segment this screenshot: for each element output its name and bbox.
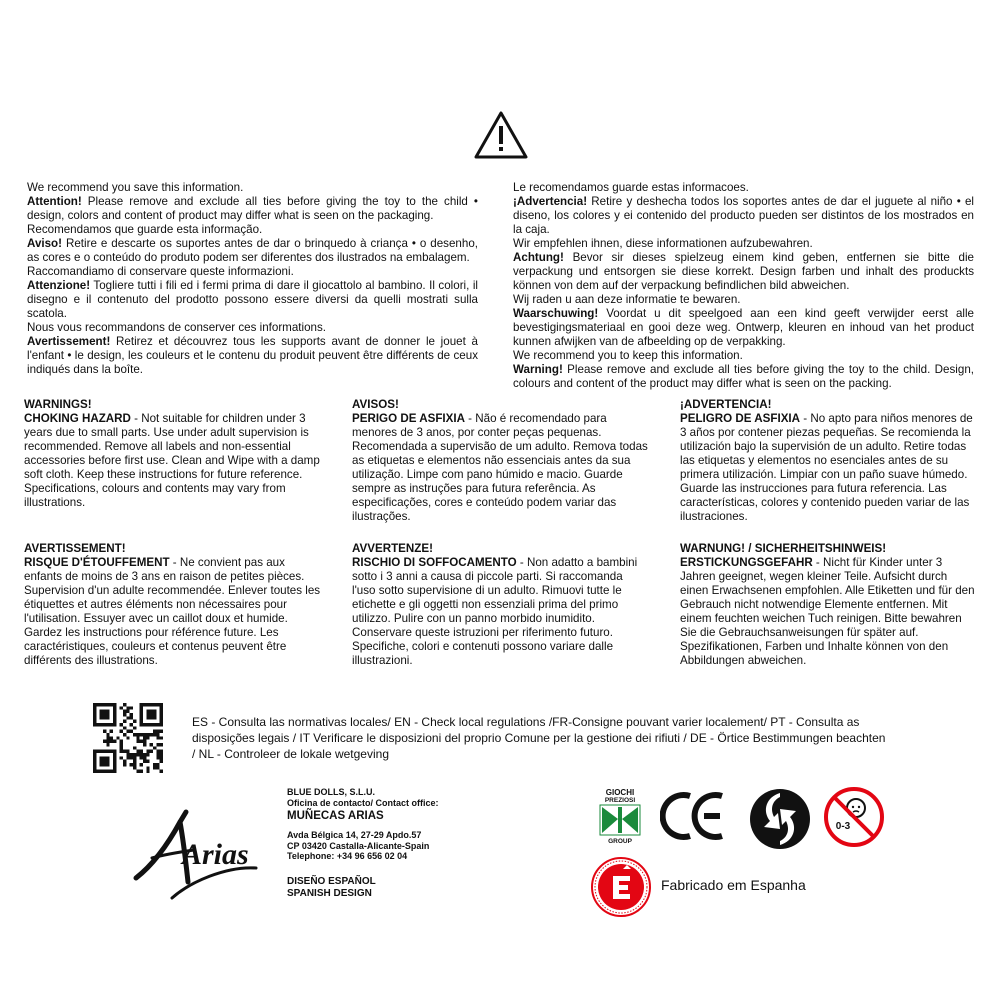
hazard-title: PERIGO DE ASFIXIA <box>352 412 465 425</box>
info-heading: Aviso! <box>27 237 63 250</box>
info-paragraph <box>513 307 974 349</box>
made-in-spain-text: Fabricado em Espanha <box>661 877 806 893</box>
info-paragraph <box>513 349 974 363</box>
info-paragraph <box>513 181 974 195</box>
info-heading: Achtung! <box>513 251 564 264</box>
warning-body: - Non adatto a bambini sotto i 3 anni a causa di piccole parti. Si raccomanda l'uso sotto supervisione di un adulto. Rimuovi tutte le etichette e gli oggetti non essenziali prima del primo utilizzo. Pulire con un panno morbido inumidito. Conservare queste istruzioni per riferimento futuro. Specifiche, colori e contenuti possono variare dalle illustrazioni. <box>352 556 638 667</box>
info-text: Retirez et découvrez tous les supports avant de donner le jouet à l'enfant • le design, les couleurs et le contenu du produit peuvent être différents de ceux indiqués dans la boîte. <box>27 335 478 376</box>
info-paragraph <box>27 237 478 265</box>
design-origin: SPANISH DESIGN <box>287 887 372 899</box>
info-paragraph <box>513 293 974 307</box>
warning-title: AVVERTENZE! <box>352 542 433 555</box>
warning-body: - Nicht für Kinder unter 3 Jahren geeignet, wegen kleiner Teile. Aufsicht durch einen Erwachsenen empfohlen. Alle Etiketten und für den Gebrauch nicht notwendige Elemente entfernen. Mit einem feuchten weichen Tuch reinigen. Bitte bewahren Sie die Gebrauchsanweisungen für später auf. Spezifikationen, Farben und Inhalte können von den Abbildungen abweichen. <box>680 556 975 667</box>
hazard-title: CHOKING HAZARD <box>24 412 131 425</box>
info-paragraph <box>513 363 974 391</box>
info-paragraph <box>27 321 478 335</box>
green-dot-recycle-icon <box>748 787 812 851</box>
preziosi-text: PREZIOSI <box>604 797 636 804</box>
warning-fr <box>24 542 324 668</box>
info-text: Wir empfehlen ihnen, diese informationen aufzubewahren. <box>513 237 813 250</box>
giochi-preziosi-group-logo <box>598 787 642 845</box>
disposal-regulations: ES - Consulta las normativas locales/ EN - Check local regulations /FR-Consigne pouvant varier localement/ PT - Consulta as disposições legais / IT Verificare le disposizioni del proprio Comune per la gestione dei rifiuti / DE - Örtice Bestimmungen beachten / NL - Controleer de lokale wetgeving <box>192 715 886 761</box>
info-text: Wij raden u aan deze informatie te bewaren. <box>513 293 741 306</box>
info-paragraph <box>27 195 478 223</box>
info-paragraph <box>27 335 478 377</box>
arias-logo <box>130 808 262 900</box>
info-heading: Avertissement! <box>27 335 111 348</box>
company-info <box>287 787 487 900</box>
info-text: Le recomendamos guarde estas informacoes. <box>513 181 749 194</box>
company-name: MUÑECAS ARIAS <box>287 810 384 822</box>
ce-mark <box>660 790 726 842</box>
warning-title: AVISOS! <box>352 398 399 411</box>
warning-body: - Não é recomendado para menores de 3 anos, por conter peças pequenas. Recomendada a supervisão de um adulto. Remova todas as etiquetas e elementos não essenciais antes da sua utilização. Limpe com pano húmido e macio. Guarde sempre as instruções para futura referência. As especificações, cores e conteúdo podem variar das ilustrações. <box>352 412 648 523</box>
info-text: We recommend you save this information. <box>27 181 244 194</box>
info-text: We recommend you to keep this information. <box>513 349 743 362</box>
info-text: Togliere tutti i fili ed i fermi prima di dare il giocattolo al bambino. Il colori, il disegno e il contenuto del prodotto possono essere diversi da quelli mostrati sulla scatola. <box>27 279 478 320</box>
info-heading: ¡Advertencia! <box>513 195 588 208</box>
hazard-title: RISCHIO DI SOFFOCAMENTO <box>352 556 517 569</box>
info-paragraph <box>27 223 478 237</box>
contact-office-label: Oficina de contacto/ Contact office: <box>287 797 439 808</box>
info-text: Recomendamos que guarde esta informação. <box>27 223 263 236</box>
qr-code <box>93 703 163 773</box>
company-legal-name: BLUE DOLLS, S.L.U. <box>287 787 376 797</box>
info-paragraph <box>513 237 974 251</box>
info-heading: Warning! <box>513 363 563 376</box>
warning-pt <box>352 398 648 524</box>
age-label: 0-3 <box>835 821 851 832</box>
care-info-left <box>27 181 478 377</box>
warning-it <box>352 542 648 668</box>
address-line: CP 03420 Castalla-Alicante-Spain <box>287 840 430 851</box>
info-paragraph <box>27 181 478 195</box>
info-text: Voordat u dit speelgoed aan een kind geeft verwijder eerst alle bevestigingsmateriaal en gooi deze weg. Ontwerp, kleuren en inhoud van het product kunnen afwijken van de afbeelding op de verpakking. <box>513 307 974 348</box>
giochi-text: GIOCHI <box>605 788 635 797</box>
info-heading: Waarschuwing! <box>513 307 599 320</box>
warning-triangle-icon <box>473 110 529 160</box>
hazard-title: PELIGRO DE ASFIXIA <box>680 412 801 425</box>
info-paragraph <box>513 195 974 237</box>
fabricado-espana-seal <box>590 856 652 918</box>
hazard-title: RISQUE D'ÉTOUFFEMENT <box>24 556 170 569</box>
warning-title: ¡ADVERTENCIA! <box>680 398 772 411</box>
warning-es <box>680 398 976 524</box>
age-0-3-prohibited-icon <box>823 786 885 848</box>
care-info-right <box>513 181 974 391</box>
warning-title: AVERTISSEMENT! <box>24 542 126 555</box>
warning-body: - No apto para niños menores de 3 años por contener piezas pequeñas. Se recomienda la utilización bajo la supervisión de un adulto. Retire todas las etiquetas y elementos no esenciales antes de su primera utilización. Limpiar con un paño suave húmedo. Guarde las instrucciones para futura referencia. Las características, colores y contenido pueden variar de las ilustraciones. <box>680 412 973 523</box>
info-text: Please remove and exclude all ties before giving the toy to the child. Design, colours and content of the product may differ what is seen on the packing. <box>513 363 974 390</box>
info-text: Retire y deshecha todos los soportes antes de dar el juguete al niño • el diseno, los colores y ei contenido del producto pueden ser distintos de los mostrados en la caja. <box>513 195 974 236</box>
brand-wordmark: Arias <box>182 838 249 871</box>
info-paragraph <box>27 279 478 321</box>
info-text: Please remove and exclude all ties before giving the toy to the child • design, colors and content of product may differ what is seen on the packaging. <box>27 195 478 222</box>
hazard-title: ERSTICKUNGSGEFAHR <box>680 556 813 569</box>
address-line: Avda Bélgica 14, 27-29 Apdo.57 <box>287 830 422 840</box>
info-heading: Attention! <box>27 195 82 208</box>
phone: Telephone: +34 96 656 02 04 <box>287 851 408 861</box>
info-paragraph <box>27 265 478 279</box>
group-text: GROUP <box>608 838 632 845</box>
info-paragraph <box>513 251 974 293</box>
design-origin: DISEÑO ESPAÑOL <box>287 875 376 887</box>
warning-title: WARNINGS! <box>24 398 92 411</box>
warning-de <box>680 542 976 668</box>
info-text: Nous vous recommandons de conserver ces informations. <box>27 321 326 334</box>
info-text: Raccomandiamo di conservare queste informazioni. <box>27 265 294 278</box>
info-heading: Attenzione! <box>27 279 91 292</box>
info-text: Bevor sir dieses spielzeug einem kind geben, entfernen sie bitte die verpackung und entsorgen sie diese korrekt. Design farben und inhalt des produckts können von dem auf der verpackung befindlichen bild abweichen. <box>513 251 974 292</box>
warning-body: - Not suitable for children under 3 years due to small parts. Use under adult supervision is recommended. Remove all labels and non-essential accessories before first use. Clean and Wipe with a damp soft cloth. Keep these instructions for future reference. Specifications, colours and contents may vary from illustrations. <box>24 412 320 509</box>
warning-title: WARNUNG! / SICHERHEITSHINWEIS! <box>680 542 887 555</box>
warning-body: - Ne convient pas aux enfants de moins de 3 ans en raison de petites pièces. Supervision d'un adulte recommendée. Enlever toutes les étiquettes et autres éléments non nécessaires pour l'utilisation. Essuyer avec un caillot doux et humide. Gardez les instructions pour référence future. Les caractéristiques, couleurs et contenus peuvent être différents des illustrations. <box>24 556 321 667</box>
info-text: Retire e descarte os suportes antes de dar o brinquedo à criança • o desenho, as cores e o conteúdo do produto podem ser diferentes dos ilustrados na embalagem. <box>27 237 478 264</box>
warning-en <box>24 398 324 510</box>
